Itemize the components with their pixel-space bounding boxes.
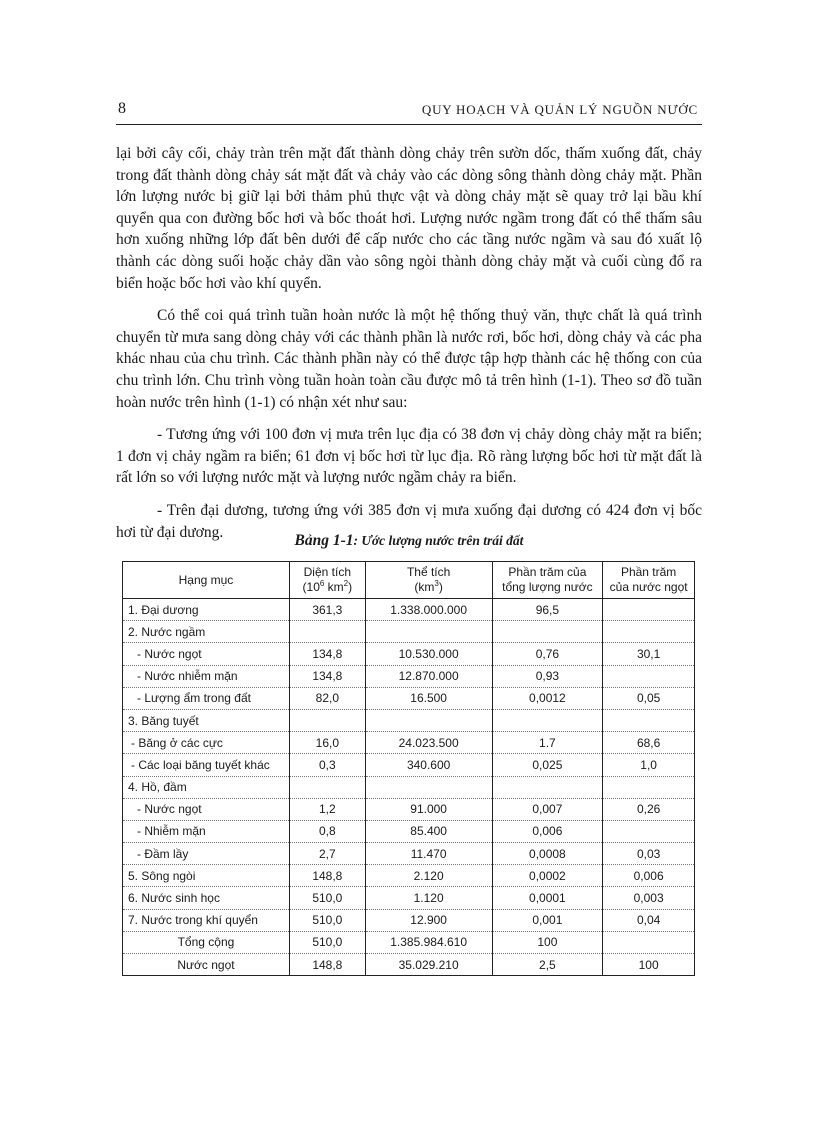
cell-pct-total: 1.7: [492, 732, 603, 754]
cell-item: 2. Nước ngầm: [123, 621, 290, 643]
cell-item: - Nước ngọt: [123, 798, 290, 820]
cell-area: 510,0: [289, 909, 365, 931]
cell-pct-fresh: [603, 776, 695, 798]
cell-pct-total: [492, 709, 603, 731]
table-caption: [116, 532, 702, 550]
cell-pct-fresh: 0,006: [603, 865, 695, 887]
cell-pct-fresh: [603, 820, 695, 842]
header-volume: Thể tích $(km^3)$: [365, 562, 492, 599]
table-row: [123, 776, 695, 798]
cell-volume: 16.500: [365, 687, 492, 709]
table-row: [123, 621, 695, 643]
paragraph-land-balance: - Tương ứng với 100 đơn vị mưa trên lục địa có 38 đơn vị chảy dòng chảy mặt ra biển; 1 đơn vị chảy ngầm ra biển; 61 đơn vị bốc hơi từ lục địa. Rõ ràng lượng bốc hơi từ mặt đất là rất lớn so với lượng nước mặt và lượng nước ngầm chảy ra biển.: [116, 426, 702, 487]
cell-area: 148,8: [289, 865, 365, 887]
table-caption-label: Bảng 1-1: [294, 532, 354, 549]
water-estimate-table: [122, 561, 695, 976]
running-header: QUY HOẠCH VÀ QUẢN LÝ NGUỒN NƯỚC: [421, 102, 698, 117]
table-row: [123, 909, 695, 931]
cell-volume: 91.000: [365, 798, 492, 820]
cell-volume: 12.870.000: [365, 665, 492, 687]
cell-item: 7. Nước trong khí quyển: [123, 909, 290, 931]
header-item: Hạng mục: [123, 562, 290, 599]
cell-pct-total: [492, 776, 603, 798]
cell-pct-total: 0,007: [492, 798, 603, 820]
cell-pct-total: 0,006: [492, 820, 603, 842]
cell-pct-fresh: 0,05: [603, 687, 695, 709]
cell-pct-total: 0,025: [492, 754, 603, 776]
cell-volume: 1.120: [365, 887, 492, 909]
table-row: [123, 709, 695, 731]
cell-area: 16,0: [289, 732, 365, 754]
paragraph-hydrologic-system: Có thể coi quá trình tuần hoàn nước là một hệ thống thuỷ văn, thực chất là quá trình chuyển từ mưa sang dòng chảy với các thành phần là nước rơi, bốc hơi, dòng chảy và các pha khác nhau của chu trình. Các thành phần này có thể được tập hợp thành các hệ thống con của chu trình lớn. Chu trình vòng tuần hoàn toàn cầu được mô tả trên hình (1-1). Theo sơ đồ tuần hoàn nước trên hình (1-1) có nhận xét như sau:: [116, 307, 702, 411]
cell-volume: [365, 621, 492, 643]
paragraph-continuation: lại bởi cây cối, chảy tràn trên mặt đất thành dòng chảy trên sườn dốc, thấm xuống đất, chảy trong đất thành dòng chảy sát mặt đất và chảy vào các dòng sông thành dòng chảy mặt. Phần lớn lượng nước bị giữ lại bởi thảm phủ thực vật và dòng chảy mặt sẽ quay trở lại bầu khí quyển qua con đường bốc hơi và bốc thoát hơi. Lượng nước ngầm trong đất có thể thấm sâu hơn xuống những lớp đất bên dưới để cấp nước cho các tầng nước ngầm và sau đó xuất lộ thành các dòng suối hoặc chảy dần vào sông ngòi thành dòng chảy mặt và cuối cùng đổ ra biển hoặc bốc hơi vào khí quyển.: [116, 145, 702, 292]
cell-area: 510,0: [289, 931, 365, 953]
table-header-row: [123, 562, 695, 599]
cell-pct-total: 0,76: [492, 643, 603, 665]
cell-area: 134,8: [289, 665, 365, 687]
cell-pct-fresh: [603, 665, 695, 687]
cell-volume: 11.470: [365, 843, 492, 865]
cell-pct-total: 0,0002: [492, 865, 603, 887]
cell-volume: 10.530.000: [365, 643, 492, 665]
cell-area: 148,8: [289, 954, 365, 976]
cell-pct-fresh: 100: [603, 954, 695, 976]
header-pct-fresh: Phần trăm của nước ngọt: [603, 562, 695, 599]
cell-pct-fresh: 68,6: [603, 732, 695, 754]
cell-item: - Băng ở các cực: [123, 732, 290, 754]
table-row: [123, 843, 695, 865]
cell-item: 4. Hồ, đầm: [123, 776, 290, 798]
cell-volume: [365, 709, 492, 731]
table-row: [123, 687, 695, 709]
cell-pct-fresh: [603, 931, 695, 953]
cell-item: - Nhiễm mặn: [123, 820, 290, 842]
cell-pct-fresh: [603, 599, 695, 621]
cell-item: 5. Sông ngòi: [123, 865, 290, 887]
cell-area: 82,0: [289, 687, 365, 709]
cell-volume: 2.120: [365, 865, 492, 887]
cell-pct-fresh: 1,0: [603, 754, 695, 776]
cell-pct-fresh: 30,1: [603, 643, 695, 665]
cell-area: [289, 621, 365, 643]
header-rule: [116, 124, 702, 125]
cell-volume: [365, 776, 492, 798]
cell-item: - Nước ngọt: [123, 643, 290, 665]
table-row-fresh-total: [123, 954, 695, 976]
cell-pct-total: [492, 621, 603, 643]
header-area: Diện tích ($10^6$ $km^2$): [289, 562, 365, 599]
cell-pct-total: 0,001: [492, 909, 603, 931]
table-row: [123, 754, 695, 776]
cell-item: 6. Nước sinh học: [123, 887, 290, 909]
cell-volume: 35.029.210: [365, 954, 492, 976]
cell-pct-total: 0,0001: [492, 887, 603, 909]
table-row: [123, 643, 695, 665]
table-row: [123, 599, 695, 621]
table-row-total: [123, 931, 695, 953]
table-row: [123, 732, 695, 754]
table-row: [123, 820, 695, 842]
cell-item: - Các loại băng tuyết khác: [123, 754, 290, 776]
paragraph-ocean-balance: - Trên đại dương, tương ứng với 385 đơn vị mưa xuống đại dương có 424 đơn vị bốc hơi từ đại dương.: [116, 501, 702, 541]
cell-pct-fresh: [603, 709, 695, 731]
cell-area: 0,3: [289, 754, 365, 776]
cell-pct-fresh: 0,04: [603, 909, 695, 931]
body-text: [116, 143, 702, 554]
cell-item: 1. Đại dương: [123, 599, 290, 621]
cell-item: 3. Băng tuyết: [123, 709, 290, 731]
cell-pct-total: 0,0012: [492, 687, 603, 709]
cell-pct-total: 2,5: [492, 954, 603, 976]
cell-volume: 24.023.500: [365, 732, 492, 754]
cell-item: - Đầm lầy: [123, 843, 290, 865]
table-row: [123, 865, 695, 887]
cell-pct-fresh: [603, 621, 695, 643]
cell-area: 1,2: [289, 798, 365, 820]
table-row: [123, 798, 695, 820]
cell-item: - Nước nhiễm mặn: [123, 665, 290, 687]
cell-volume: 12.900: [365, 909, 492, 931]
cell-pct-fresh: 0,003: [603, 887, 695, 909]
cell-item: - Lượng ẩm trong đất: [123, 687, 290, 709]
table-row: [123, 887, 695, 909]
header-pct-total: Phần trăm của tổng lượng nước: [492, 562, 603, 599]
cell-area: 510,0: [289, 887, 365, 909]
page-number: 8: [118, 100, 126, 117]
cell-volume: 340.600: [365, 754, 492, 776]
table-row: [123, 665, 695, 687]
cell-pct-fresh: 0,03: [603, 843, 695, 865]
table-caption-title: : Ước lượng nước trên trái đất: [353, 533, 524, 548]
cell-item: Tổng cộng: [123, 931, 290, 953]
cell-area: [289, 709, 365, 731]
cell-area: 0,8: [289, 820, 365, 842]
cell-pct-total: 100: [492, 931, 603, 953]
cell-area: 2,7: [289, 843, 365, 865]
cell-pct-total: 0,0008: [492, 843, 603, 865]
cell-area: 134,8: [289, 643, 365, 665]
cell-area: [289, 776, 365, 798]
cell-area: 361,3: [289, 599, 365, 621]
cell-volume: 85.400: [365, 820, 492, 842]
cell-item: Nước ngọt: [123, 954, 290, 976]
cell-pct-fresh: 0,26: [603, 798, 695, 820]
cell-pct-total: 0,93: [492, 665, 603, 687]
cell-volume: 1.385.984.610: [365, 931, 492, 953]
cell-pct-total: 96,5: [492, 599, 603, 621]
cell-volume: 1.338.000.000: [365, 599, 492, 621]
